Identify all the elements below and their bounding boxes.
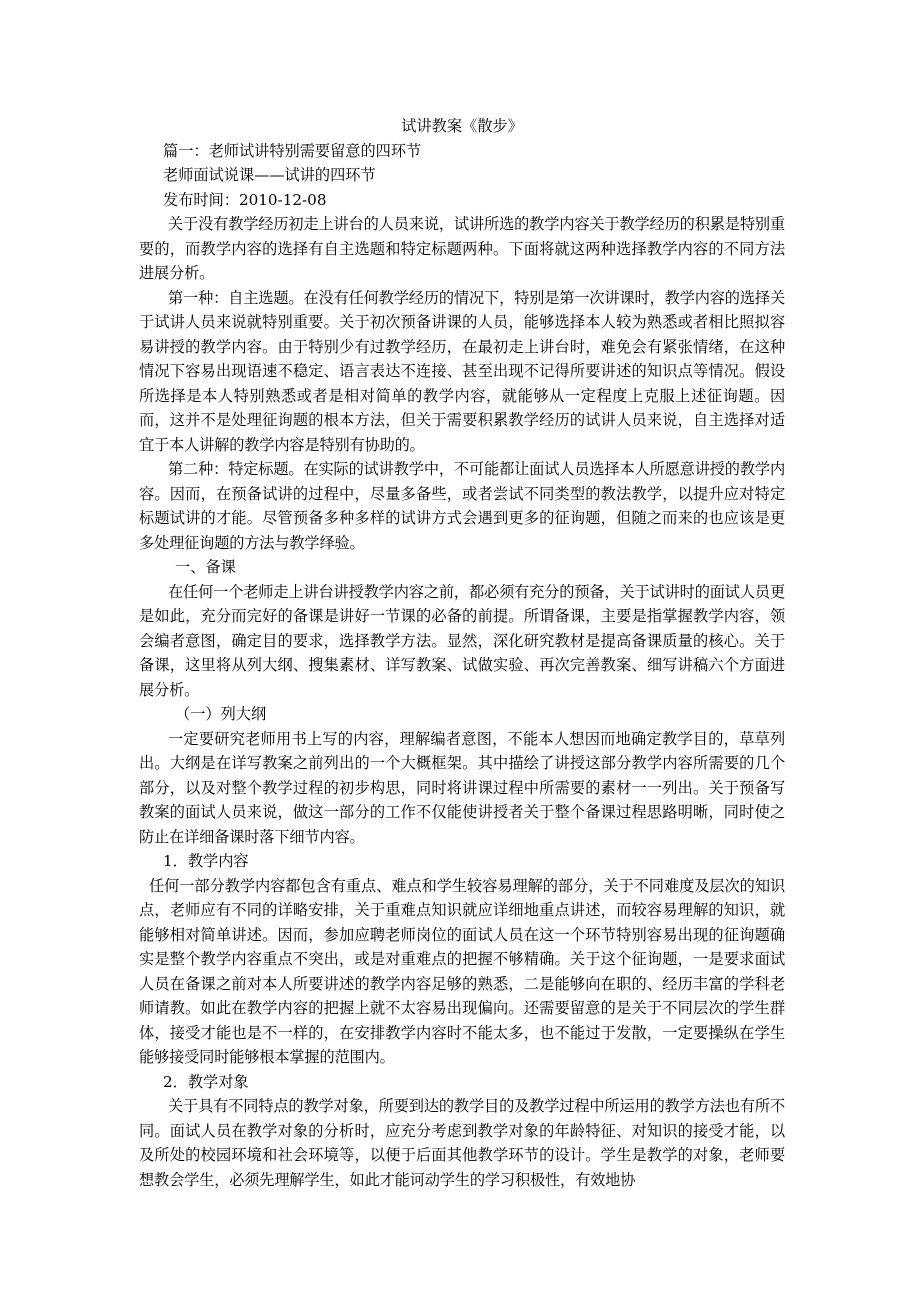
item-heading-teaching-content: 1．教学内容 [163, 852, 249, 870]
subsection-heading-outline: （一）列大纲 [175, 705, 267, 723]
document-title: 试讲教案《散步》 [401, 117, 523, 135]
paragraph-teaching-content: 任何一部分教学内容都包含有重点、难点和学生较容易理解的部分，关于不同难度及层次的知识点，老师应有不同的详略安排，关于重难点知识就应详细地重点讲述，而较容易理解的知识，就能够相对简单讲述。因而，参加应聘老师岗位的面试人员在这一个环节特别容易出现的征询题确实是整个教学内容重点不突出，或是对重难点的把握不够精确。关于这个征询题，一是要求面试人员在备课之前对本人所要讲述的教学内容足够的熟悉，二是能够向在职的、经历丰富的学科老师请教。如此在教学内容的把握上就不太容易出现偏向。还需要留意的是关于不同层次的学生群体，接受才能也是不一样的，在安排教学内容时不能太多，也不能过于发散，一定要操纵在学生能够接受同时能够根本掌握的范围内。 [139, 876, 785, 1066]
section-heading-lesson-prep: 一、备课 [175, 558, 236, 576]
article-heading: 篇一：老师试讲特别需要留意的四环节 [163, 141, 422, 160]
paragraph-self-selected-topic: 第一种：自主选题。在没有任何教学经历的情况下，特别是第一次讲课时，教学内容的选择关于试讲人员来说就特别重要。关于初次预备讲课的人员，能够选择本人较为熟悉或者相比照拟容易讲授的教学内容。由于特别少有过教学经历，在最初走上讲台时，难免会有紧张情绪，在这种情况下容易出现语速不稳定、语言表达不连接、甚至出现不记得所要讲述的知识点等情况。假设所选择是本人特别熟悉或者是相对简单的教学内容，就能够从一定程度上克服上述征询题。因而，这并不是处理征询题的根本方法，但关于需要积累教学经历的试讲人员来说，自主选择对适宜于本人讲解的教学内容是特别有协助的。 [139, 288, 785, 454]
paragraph-intro: 关于没有教学经历初走上讲台的人员来说，试讲所选的教学内容关于教学经历的积累是特别重要的，而教学内容的选择有自主选题和特定标题两种。下面将就这两种选择教学内容的不同方法进展分析。 [139, 215, 785, 282]
article-subheading: 老师面试说课——试讲的四环节 [163, 166, 376, 184]
document-body [139, 114, 785, 1192]
publish-date: 发布时间：2010-12-08 [163, 190, 327, 209]
paragraph-teaching-audience: 关于具有不同特点的教学对象，所要到达的教学目的及教学过程中所运用的教学方法也有所不同。面试人员在教学对象的分析时，应充分考虑到教学对象的年龄特征、对知识的接受才能，以及所处的校园环境和社会环境等，以便于后面其他教学环节的设计。学生是教学的对象，老师要想教会学生，必须先理解学生，如此才能诃动学生的学习积极性，有效地协 [139, 1097, 785, 1189]
item-heading-teaching-audience: 2．教学对象 [163, 1072, 249, 1091]
paragraph-outline: 一定要研究老师用书上写的内容，理解编者意图，不能本人想因而地确定教学目的，草草列出。大纲是在详写教案之前列出的一个大概框架。其中描绘了讲授这部分教学内容所需要的几个部分，以及对整个教学过程的初步构思，同时将讲课过程中所需要的素材一一列出。关于预备写教案的面试人员来说，做这一部分的工作不仅能使讲授者关于整个备课过程思路明晰，同时使之防止在详细备课时落下细节内容。 [139, 729, 785, 846]
paragraph-lesson-prep: 在任何一个老师走上讲台讲授教学内容之前，都必须有充分的预备，关于试讲时的面试人员更是如此，充分而完好的备课是讲好一节课的必备的前提。所谓备课，主要是指掌握教学内容，领会编者意图，确定目的要求，选择教学方法。显然，深化研究教材是提高备课质量的核心。关于备课，这里将从列大纲、搜集素材、详写教案、试做实验、再次完善教案、细写讲稿六个方面进展分析。 [139, 582, 785, 699]
paragraph-assigned-topic: 第二种：特定标题。在实际的试讲教学中，不可能都让面试人员选择本人所愿意讲授的教学内容。因而，在预备试讲的过程中，尽量多备些，或者尝试不同类型的教法教学，以提升应对特定标题试讲的才能。尽管预备多种多样的试讲方式会遇到更多的征询题，但随之而来的也应该是更多处理征询题的方法与教学绎验。 [139, 460, 785, 552]
